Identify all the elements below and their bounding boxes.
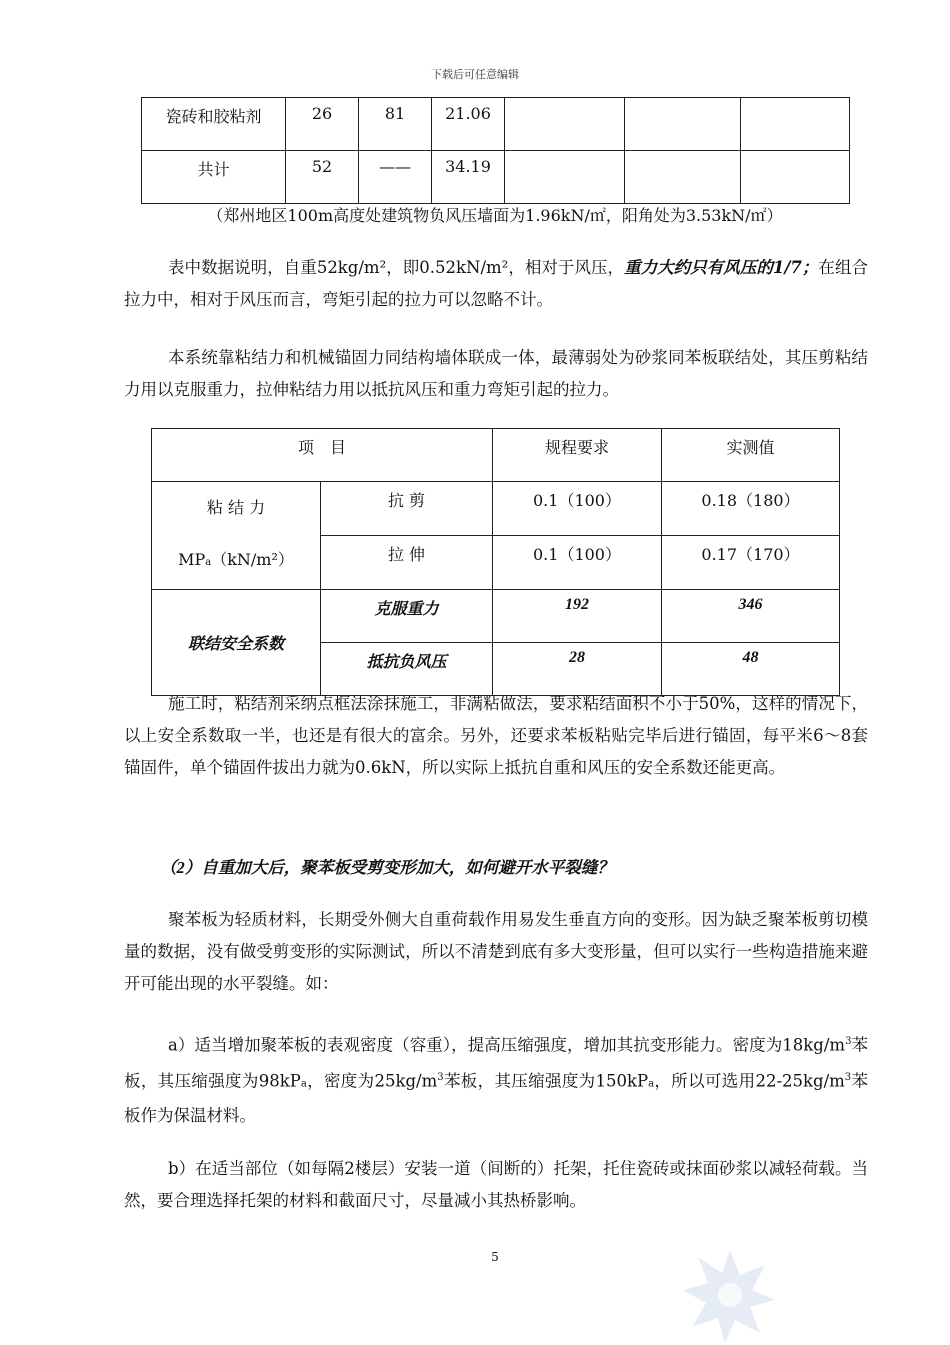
table-cell [741, 98, 850, 151]
load-table [141, 97, 850, 204]
bond-label-line: 粘 结 力 [206, 498, 266, 517]
gravity-measured: 346 [662, 590, 840, 643]
paragraph-deformation: 聚苯板为轻质材料，长期受外侧大自重荷载作用易发生垂直方向的变形。因为缺乏聚苯板剪切模量的数据，没有做受剪变形的实际测试，所以不清楚到底有多大变形量，但可以实行一些构造措施来避开可能出现的水平裂缝。如： [124, 910, 868, 993]
bond-label-unit: MPa（kN/m²） [178, 550, 294, 569]
paragraph-item-b: b）在适当部位（如每隔2楼层）安装一道（间断的）托架，托住瓷砖或抹面砂浆以减轻荷载。当然，要合理选择托架的材料和截面尺寸，尽量减小其热桥影响。 [124, 1159, 868, 1210]
tension-label: 拉 伸 [321, 536, 493, 590]
bond-strength-label [152, 482, 321, 590]
table-cell [505, 98, 625, 151]
shear-label: 抗 剪 [321, 482, 493, 536]
table-cell [625, 151, 741, 204]
table-cell: —— [359, 151, 432, 204]
table-row [152, 590, 840, 643]
table-row [152, 482, 840, 536]
page-header: 下载后可任意编辑 [431, 68, 519, 81]
page-number: 5 [491, 1250, 499, 1264]
table-row [142, 151, 850, 204]
wind-label: 抵抗负风压 [321, 643, 493, 696]
paragraph-construction: 施工时，粘结剂采纳点框法涂抹施工，非满粘做法，要求粘结面积不小于50%，这样的情况下，以上安全系数取一半，也还是有很大的富余。另外，还要求苯板粘贴完毕后进行锚固，每平米6～8套锚固件，单个锚固件拔出力就为0.6kN，所以实际上抵抗自重和风压的安全系数还能更高。 [124, 694, 868, 777]
table-cell: 瓷砖和胶粘剂 [142, 98, 286, 151]
text-run: 在组合拉力中，相对于风压而言，弯矩引起的拉力可以忽略不计。 [124, 258, 868, 309]
safety-factor-label: 联结安全系数 [152, 590, 321, 696]
section-heading: （2）自重加大后，聚苯板受剪变形加大，如何避开水平裂缝？ [160, 858, 614, 877]
tension-measured: 0.17（170） [662, 536, 840, 590]
table-cell: 52 [286, 151, 359, 204]
table-cell [505, 151, 625, 204]
header-measured: 实测值 [662, 429, 840, 482]
gravity-label: 克服重力 [321, 590, 493, 643]
wind-requirement: 28 [493, 643, 662, 696]
table-cell [741, 151, 850, 204]
watermark-logo [680, 1245, 780, 1345]
table-header-row [152, 429, 840, 482]
table-cell: 26 [286, 98, 359, 151]
table-caption: （郑州地区100m高度处建筑物负风压墙面为1.96kN/㎡，阳角处为3.53kN/㎡） [207, 206, 783, 225]
text-run: 表中数据说明，自重52kg/m²，即0.52kN/m²，相对于风压， [168, 258, 625, 277]
bond-strength-table [151, 428, 840, 696]
table-cell: 21.06 [432, 98, 505, 151]
paragraph-bonding: 本系统靠粘结力和机械锚固力同结构墙体联成一体，最薄弱处为砂浆同苯板联结处，其压剪粘结力用以克服重力，拉伸粘结力用以抵抗风压和重力弯矩引起的拉力。 [124, 348, 868, 399]
table-cell: 34.19 [432, 151, 505, 204]
tension-requirement: 0.1（100） [493, 536, 662, 590]
emphasis-text: 重力大约只有风压的1/7； [624, 258, 819, 277]
table-cell: 共计 [142, 151, 286, 204]
table-cell: 81 [359, 98, 432, 151]
table-cell [625, 98, 741, 151]
paragraph-item-a: a）适当增加聚苯板的表观密度（容重），提高压缩强度，增加其抗变形能力。密度为$18kg/m^3$苯板，其压缩强度为98kPa，密度为$25kg/m^3$苯板，其压缩强度为150kPa，所以可选用$22-25kg/m^3$苯板作为保温材料。 [124, 1035, 868, 1125]
wind-measured: 48 [662, 643, 840, 696]
paragraph-weight-summary [124, 252, 868, 316]
table-row [142, 98, 850, 151]
shear-measured: 0.18（180） [662, 482, 840, 536]
header-requirement: 规程要求 [493, 429, 662, 482]
gravity-requirement: 192 [493, 590, 662, 643]
header-item: 项 目 [152, 429, 493, 482]
shear-requirement: 0.1（100） [493, 482, 662, 536]
